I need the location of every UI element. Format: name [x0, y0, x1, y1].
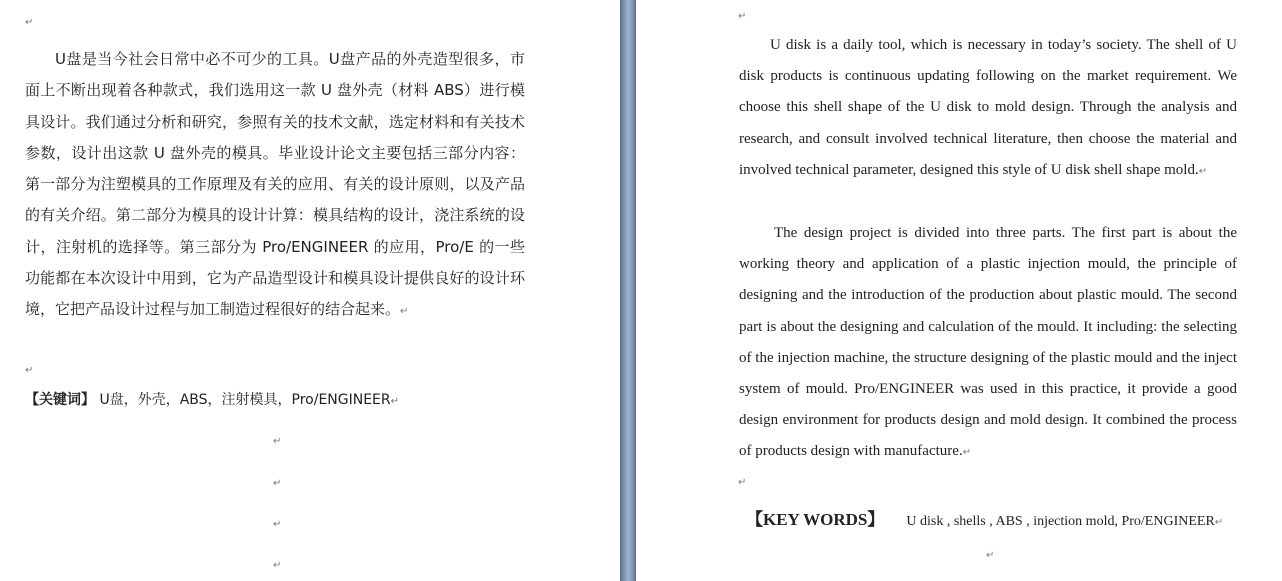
left-page [0, 0, 620, 581]
paragraph-mark-icon: ↵ [273, 560, 282, 571]
english-keywords [746, 507, 1282, 536]
page-gutter [620, 0, 636, 581]
paragraph-mark-icon: ↵ [25, 365, 34, 376]
keywords-label: 【KEY WORDS】 [746, 510, 885, 529]
paragraph-mark-icon: ↵ [273, 478, 282, 489]
paragraph-mark-icon: ↵ [273, 436, 282, 447]
paragraph-mark-icon: ↵ [738, 477, 747, 488]
paragraph-mark-icon: ↵ [25, 17, 34, 28]
paragraph-mark-icon: ↵ [962, 447, 972, 459]
paragraph-mark-icon: ↵ [986, 550, 995, 561]
keywords-value: U盘，外壳，ABS，注射模具，Pro/ENGINEER [95, 392, 391, 408]
paragraph-mark-icon: ↵ [400, 306, 409, 318]
chinese-keywords [25, 388, 585, 414]
paragraph-mark-icon: ↵ [1198, 165, 1208, 177]
keywords-value: U disk , shells , ABS , injection mold, Pro/ENGINEER [906, 514, 1215, 529]
paragraph-mark-icon: ↵ [390, 396, 400, 407]
chinese-abstract: U盘是当今社会日常中必不可少的工具。U盘产品的外壳造型很多，市面上不断出现着各种款式，我们选用这一款 U 盘外壳（材料 ABS）进行模具设计。我们通过分析和研究，参照有关的技术文献，选定材料和有关技术参数，设计出这款 U 盘外壳的模具。毕业设计论文主要包括三部分内容：第一部分为注塑模具的工作原理及有关的应用、有关的设计原则，以及产品的有关介绍。第二部分为模具的设计计算：模具结构的设计，浇注系统的设计，注射机的选择等。第三部分为 Pro/ENGINEER 的应用，Pro/E 的一些功能都在本次设计中用到，它为产品造型设计和模具设计提供良好的设计环境，它把产品设计过程与加工制造过程很好的结合起来。↵ [25, 50, 525, 319]
english-abstract-paragraph-1: U disk is a daily tool, which is necessary in today’s society. The shell of U disk products is continuous updating following on the market requirement. We choose this shell shape of the U disk to mold design. Through the analysis and research, and consult involved technical literature, then choose the material and involved technical parameter, designed this style of U disk shell shape mold.↵ [739, 37, 1237, 178]
paragraph-mark-icon: ↵ [1214, 517, 1224, 528]
paragraph-mark-icon: ↵ [273, 519, 282, 530]
keywords-label: 【关键词】 [25, 392, 95, 408]
paragraph-mark-icon: ↵ [738, 11, 747, 22]
english-abstract-paragraph-2: The design project is divided into three parts. The first part is about the working theory and application of a plastic injection mould, the principle of designing and the introduction of the production about plastic mould. The second part is about the designing and calculation of the mould. It including: the selecting of the injection machine, the structure designing of the plastic mould and the inject system of mould. Pro/ENGINEER was used in this practice, it provide a good design environment for products design and mold design. It combined the process of products design with manufacture.↵ [739, 225, 1237, 460]
